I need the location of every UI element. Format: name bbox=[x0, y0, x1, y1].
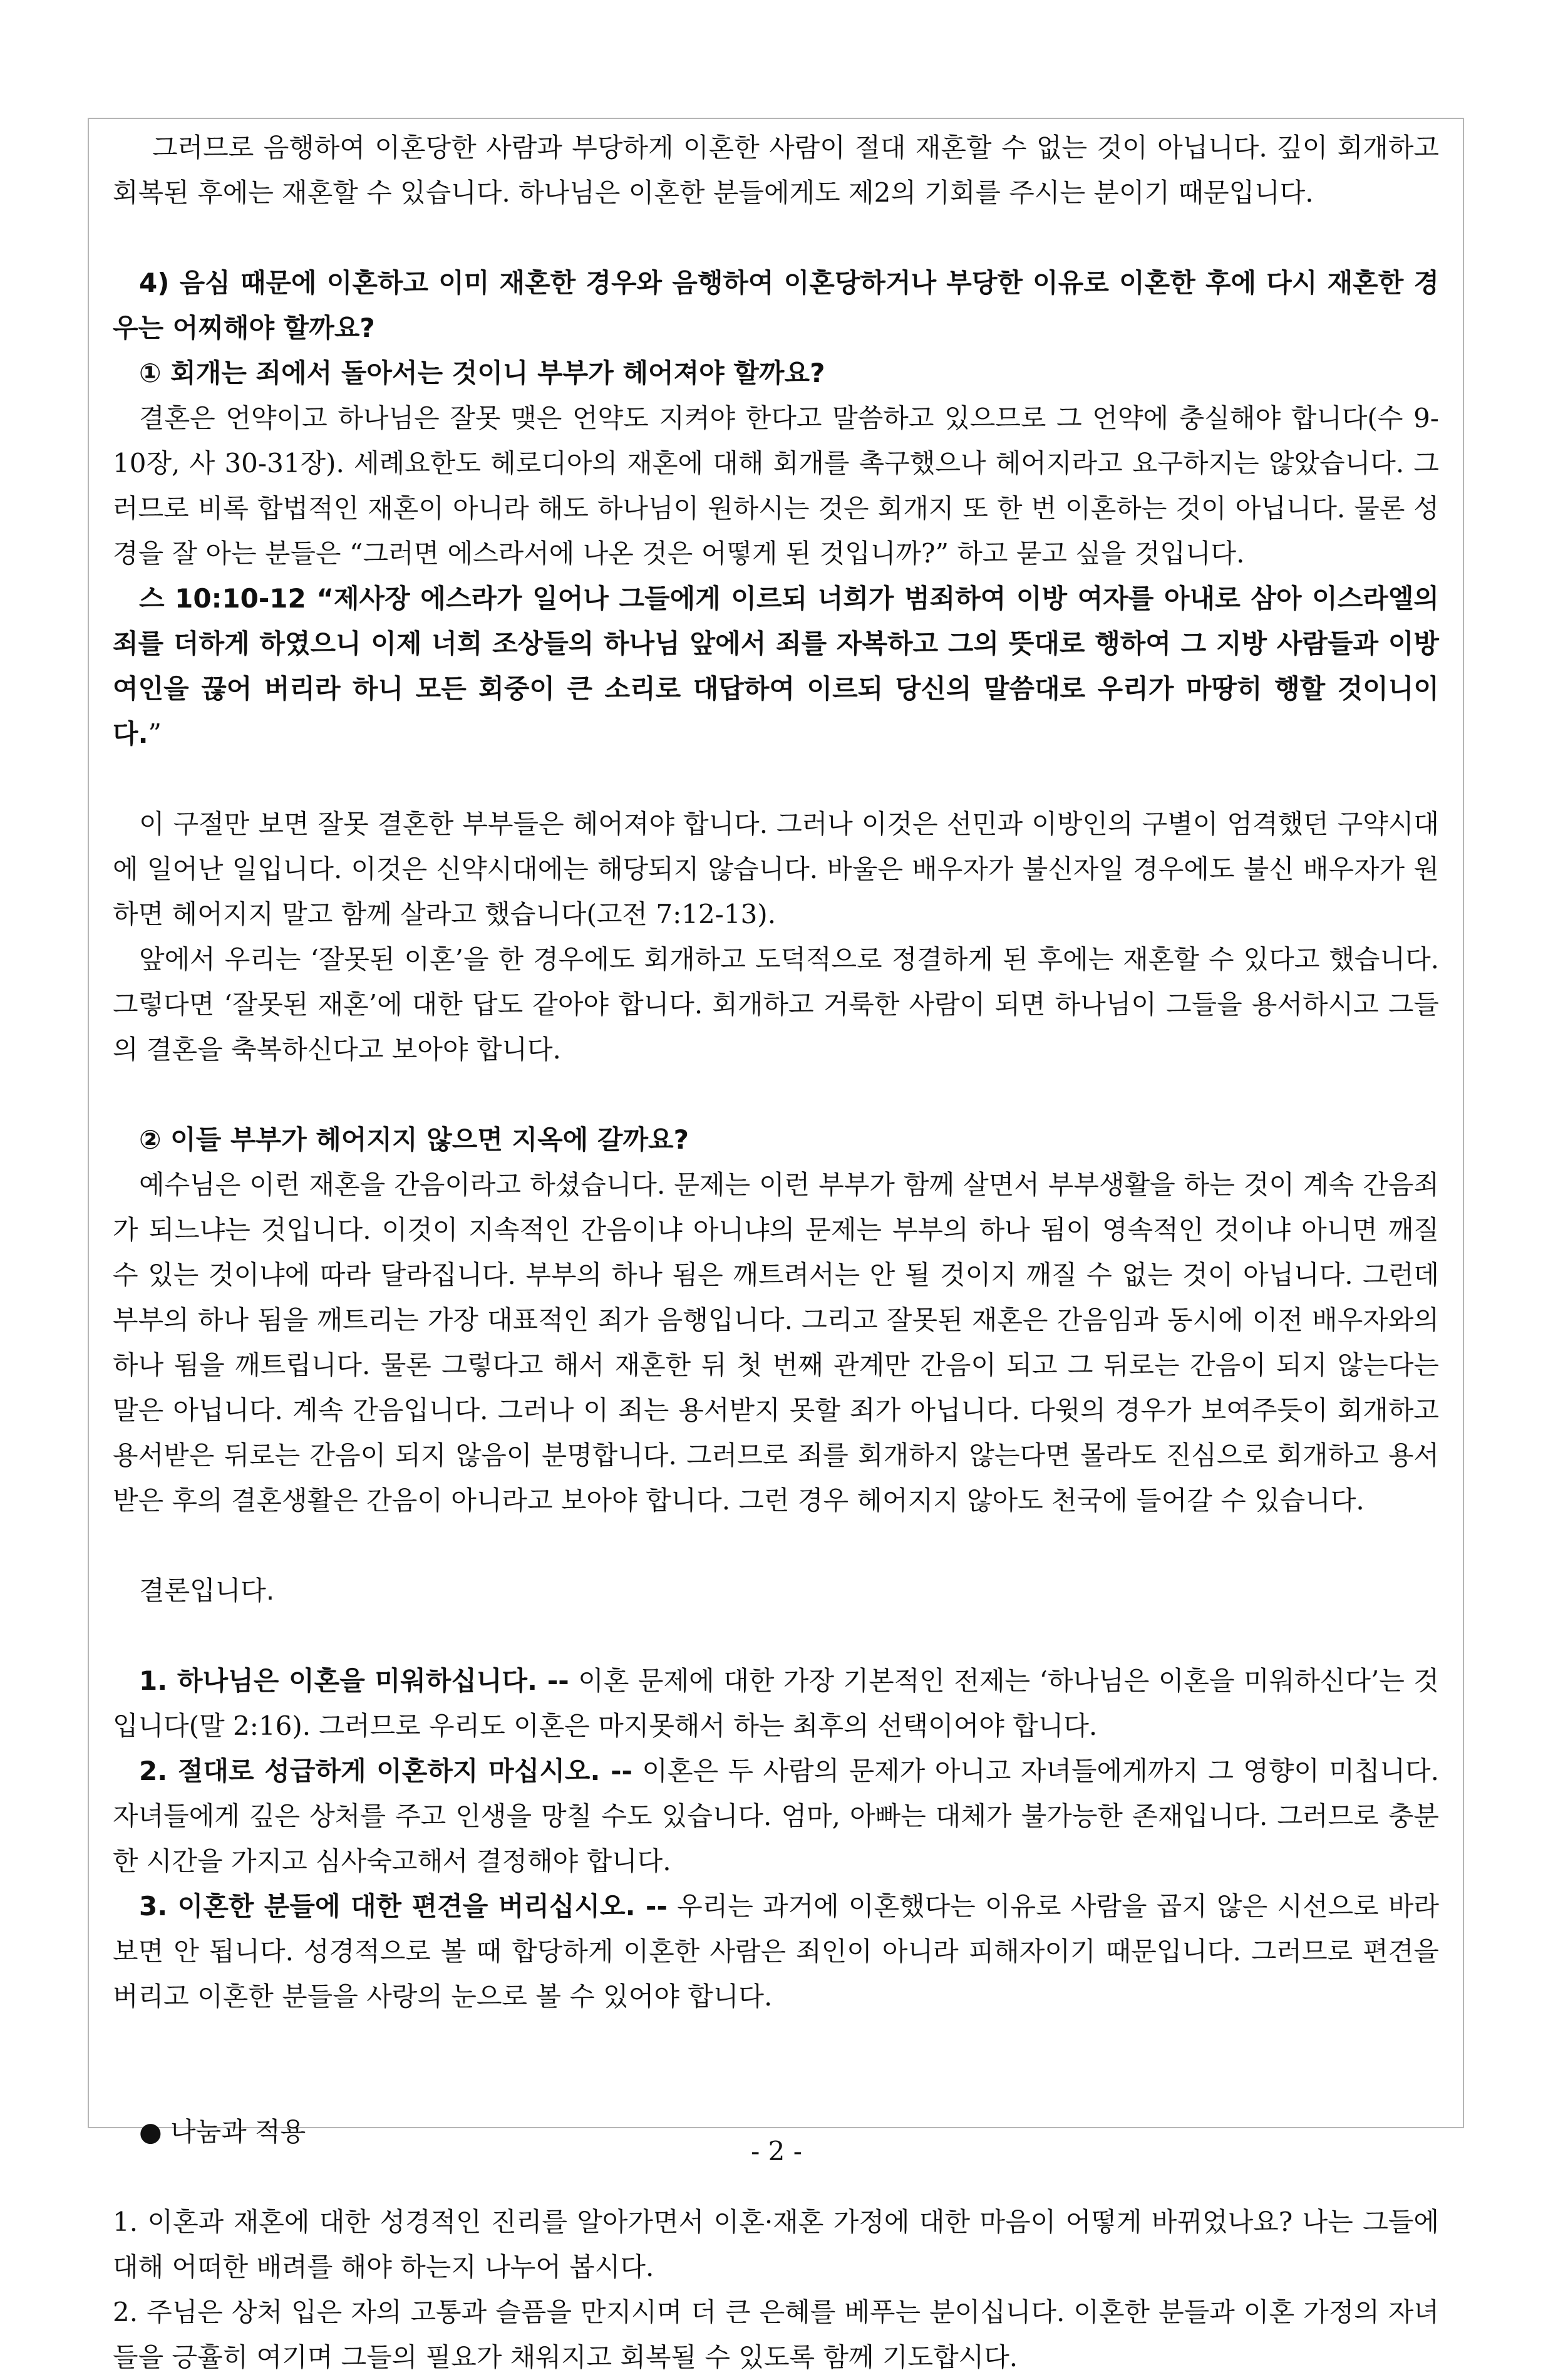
conclusion-item-2-text: 이혼은 두 사람의 문제가 아니고 자녀들에게까지 그 영향이 미칩니다. 자녀들에게 깊은 상처를 주고 인생을 망칠 수도 있습니다. 엄마, 아빠는 대체가 불가능한 존재입니다. 그러므로 충분한 시간을 가지고 심사숙고해서 결정해야 합니다. bbox=[113, 1756, 1439, 1876]
conclusion-item-1-title: 1. 하나님은 이혼을 미워하십니다. -- bbox=[139, 1665, 569, 1696]
sharing-question-2: 2. 주님은 상처 입은 자의 고통과 슬픔을 만지시며 더 큰 은혜를 베푸는 분이십니다. 이혼한 분들과 이혼 가정의 자녀들을 긍휼히 여기며 그들의 필요가 채워지고 회복될 수 있도록 함께 기도합시다. bbox=[113, 2297, 1439, 2372]
conclusion-item-1 bbox=[113, 1658, 1439, 1749]
paragraph-remarriage-possible: 그러므로 음행하여 이혼당한 사람과 부당하게 이혼한 사람이 절대 재혼할 수 없는 것이 아닙니다. 깊이 회개하고 회복된 후에는 재혼할 수 있습니다. 하나님은 이혼한 분들에게도 제2의 기회를 주시는 분이기 때문입니다. bbox=[113, 132, 1439, 208]
conclusion-item-2-title: 2. 절대로 성급하게 이혼하지 마십시오. -- bbox=[139, 1756, 632, 1786]
question-heading-1: ① 회개는 죄에서 돌아서는 것이니 부부가 헤어져야 할까요? bbox=[139, 358, 825, 388]
document-body bbox=[113, 125, 1439, 2380]
page-number: - 2 - bbox=[751, 2136, 802, 2166]
paragraph-old-testament: 이 구절만 보면 잘못 결혼한 부부들은 헤어져야 합니다. 그러나 이것은 선민과 이방인의 구별이 엄격했던 구약시대에 일어난 일입니다. 이것은 신약시대에는 해당되지 않습니다. 바울은 배우자가 불신자일 경우에도 불신 배우자가 원하면 헤어지지 말고 함께 살라고 했습니다(고전 7:12-13). bbox=[113, 809, 1439, 929]
conclusion-item-3-title: 3. 이혼한 분들에 대한 편견을 버리십시오. -- bbox=[139, 1891, 668, 1922]
conclusion-item-3 bbox=[113, 1884, 1439, 2019]
paragraph-wrong-remarriage: 앞에서 우리는 ‘잘못된 이혼’을 한 경우에도 회개하고 도덕적으로 정결하게 된 후에는 재혼할 수 있다고 했습니다. 그렇다면 ‘잘못된 재혼’에 대한 답도 같아야 합니다. 회개하고 거룩한 사람이 되면 하나님이 그들을 용서하시고 그들의 결혼을 축복하신다고 보아야 합니다. bbox=[113, 944, 1439, 1065]
scripture-quote bbox=[113, 576, 1439, 757]
question-heading-2: ② 이들 부부가 헤어지지 않으면 지옥에 갈까요? bbox=[139, 1124, 689, 1155]
conclusion-item-3-text: 우리는 과거에 이혼했다는 이유로 사람을 곱지 않은 시선으로 바라보면 안 됩니다. 성경적으로 볼 때 합당하게 이혼한 사람은 죄인이 아니라 피해자이기 때문입니다. 그러므로 편견을 버리고 이혼한 분들을 사랑의 눈으로 볼 수 있어야 합니다. bbox=[113, 1891, 1439, 2012]
paragraph-adultery: 예수님은 이런 재혼을 간음이라고 하셨습니다. 문제는 이런 부부가 함께 살면서 부부생활을 하는 것이 계속 간음죄가 되느냐는 것입니다. 이것이 지속적인 간음이냐 아니냐의 문제는 부부의 하나 됨이 영속적인 것이냐 아니면 깨질 수 있는 것이냐에 따라 달라집니다. 부부의 하나 됨은 깨트려서는 안 될 것이지 깨질 수 없는 것이 아닙니다. 그런데 부부의 하나 됨을 깨트리는 가장 대표적인 죄가 음행입니다. 그리고 잘못된 재혼은 간음임과 동시에 이전 배우자와의 하나 됨을 깨트립니다. 물론 그렇다고 해서 재혼한 뒤 첫 번째 관계만 간음이 되고 그 뒤로는 간음이 되지 않는다는 말은 아닙니다. 계속 간음입니다. 그러나 이 죄는 용서받지 못할 죄가 아닙니다. 다윗의 경우가 보여주듯이 회개하고 용서받은 뒤로는 간음이 되지 않음이 분명합니다. 그러므로 죄를 회개하지 않는다면 몰라도 진심으로 회개하고 용서받은 후의 결혼생활은 간음이 아니라고 보아야 합니다. 그런 경우 헤어지지 않아도 천국에 들어갈 수 있습니다. bbox=[113, 1169, 1439, 1516]
conclusion-item-2 bbox=[113, 1749, 1439, 1884]
scripture-text: 제사장 에스라가 일어나 그들에게 이르되 너희가 범죄하여 이방 여자를 아내로 삼아 이스라엘의 죄를 더하게 하였으니 이제 너희 조상들의 하나님 앞에서 죄를 자복하고 그의 뜻대로 행하여 그 지방 사람들과 이방 여인을 끊어 버리라 하니 모든 회중이 큰 소리로 대답하여 이르되 당신의 말씀대로 우리가 마땅히 행할 것이니이다. bbox=[113, 583, 1439, 749]
section-heading-4: 4) 음심 때문에 이혼하고 이미 재혼한 경우와 음행하여 이혼당하거나 부당한 이유로 이혼한 후에 다시 재혼한 경우는 어찌해야 할까요? bbox=[113, 267, 1439, 343]
sharing-question-1: 1. 이혼과 재혼에 대한 성경적인 진리를 알아가면서 이혼·재혼 가정에 대한 마음이 어떻게 바뀌었나요? 나는 그들에 대해 어떠한 배려를 해야 하는지 나누어 봅시다. bbox=[113, 2207, 1439, 2282]
scripture-reference: 스 10:10-12 “ bbox=[139, 583, 334, 614]
conclusion-item-1-text: 이혼 문제에 대한 가장 기본적인 전제는 ‘하나님은 이혼을 미워하신다’는 것입니다(말 2:16). 그러므로 우리도 이혼은 마지못해서 하는 최후의 선택이어야 합니다. bbox=[113, 1665, 1439, 1741]
scripture-close-quote: ” bbox=[148, 718, 162, 749]
paragraph-covenant: 결혼은 언약이고 하나님은 잘못 맺은 언약도 지켜야 한다고 말씀하고 있으므로 그 언약에 충실해야 합니다(수 9-10장, 사 30-31장). 세례요한도 헤로디아의 재혼에 대해 회개를 촉구했으나 헤어지라고 요구하지는 않았습니다. 그러므로 비록 합법적인 재혼이 아니라 해도 하나님이 원하시는 것은 회개지 또 한 번 이혼하는 것이 아닙니다. 물론 성경을 잘 아는 분들은 “그러면 에스라서에 나온 것은 어떻게 된 것입니까?” 하고 묻고 싶을 것입니다. bbox=[113, 403, 1439, 569]
sharing-heading: ● 나눔과 적용 bbox=[139, 2116, 306, 2147]
conclusion-heading: 결론입니다. bbox=[139, 1575, 275, 1606]
